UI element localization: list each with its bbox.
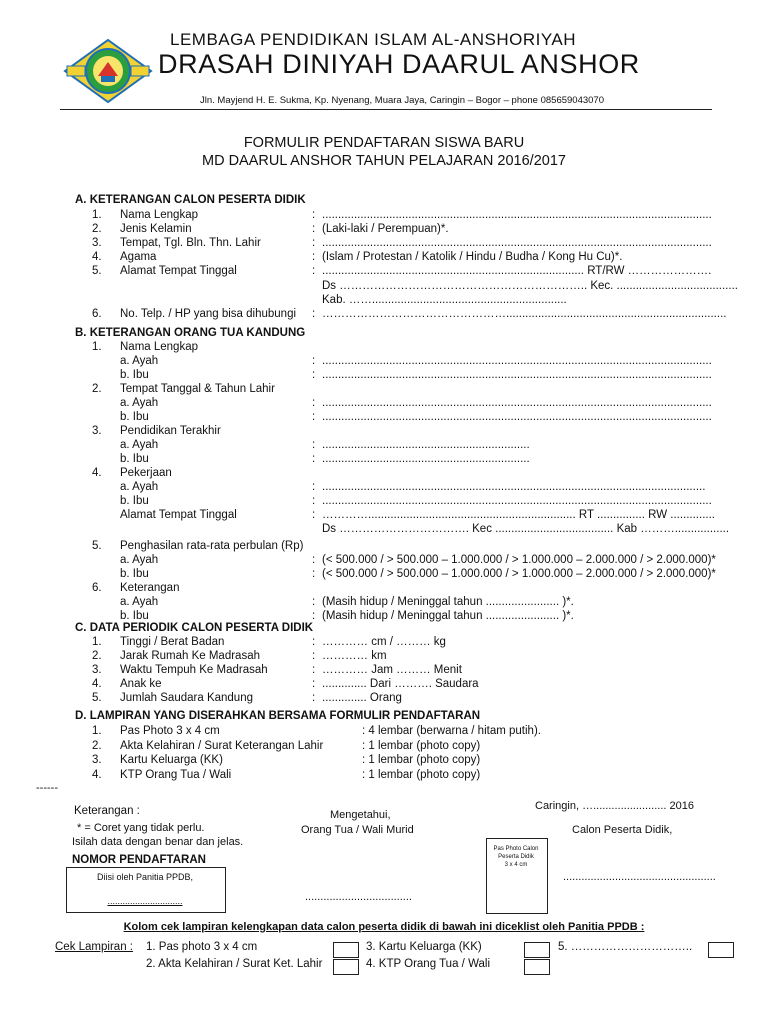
b-row-label: b. Ibu: [120, 610, 149, 622]
b-row-label: b. Ibu: [120, 411, 149, 423]
d-item-label: Pas Photo 3 x 4 cm: [120, 725, 220, 737]
a-item-field[interactable]: ..........................................................................................................................: [322, 209, 712, 221]
b-row-colon: :: [312, 397, 316, 409]
d-item-label: Akta Kelahiran / Surat Keterangan Lahir: [120, 739, 324, 752]
d-item-value: : 1 lembar (photo copy): [362, 754, 481, 766]
a-item-label: Jenis Kelamin: [120, 223, 192, 235]
photo-caption-line3: 3 x 4 cm: [504, 862, 528, 868]
c-item-num: 3.: [92, 664, 102, 676]
a-item-label: Tempat, Tgl. Bln. Thn. Lahir: [120, 237, 261, 249]
b-row-colon: :: [312, 596, 316, 608]
b-row-field[interactable]: ..........................................................................................................................: [322, 411, 712, 423]
logo-emblem-icon: [63, 38, 153, 104]
checkbox-5[interactable]: [708, 942, 734, 958]
calon-peserta-label: Calon Peserta Didik,: [572, 824, 673, 836]
a-item-colon: :: [312, 237, 316, 249]
d-item-num: 1.: [92, 725, 102, 737]
diisi-dots: ..............................: [107, 896, 183, 906]
a-item-num: 6.: [92, 308, 102, 320]
a-address-line2[interactable]: Ds ……………………………………………………….. Kec. ......................................: [322, 280, 738, 292]
b-row-label: Nama Lengkap: [120, 341, 198, 353]
a-item-field[interactable]: (Islam / Protestan / Katolik / Hindu / Budha / Kong Hu Cu)*.: [322, 251, 623, 263]
b-row-label: a. Ayah: [120, 554, 159, 566]
d-item-num: 4.: [92, 768, 102, 781]
check-item-1: 1. Pas photo 3 x 4 cm: [146, 941, 258, 953]
b-row-colon: :: [312, 481, 316, 493]
b-row-label: b. Ibu: [120, 495, 149, 507]
header-rule: [60, 109, 712, 110]
orang-tua-label: Orang Tua / Wali Murid: [301, 824, 414, 836]
b-row-field[interactable]: (Masih hidup / Meninggal tahun ....................... )*.: [322, 596, 574, 608]
b-row-label: a. Ayah: [120, 397, 159, 409]
a-item-colon: :: [312, 308, 316, 320]
c-item-field[interactable]: ………… km: [322, 650, 387, 662]
b-row-label: b. Ibu: [120, 369, 149, 381]
a-item-colon: :: [312, 251, 316, 263]
c-item-label: Jarak Rumah Ke Madrasah: [120, 650, 260, 662]
section-b-heading: B. KETERANGAN ORANG TUA KANDUNG: [75, 327, 306, 339]
institution-name: LEMBAGA PENDIDIKAN ISLAM AL-ANSHORIYAH: [170, 30, 577, 49]
b-row-colon: :: [312, 610, 316, 622]
a-item-field[interactable]: ..........................................................................................................................: [322, 237, 712, 249]
d-item-num: 2.: [92, 739, 102, 752]
check-item-4: 4. KTP Orang Tua / Wali: [366, 958, 490, 970]
c-item-label: Anak ke: [120, 678, 162, 690]
a-item-num: 5.: [92, 265, 102, 277]
b-row-field[interactable]: (Masih hidup / Meninggal tahun ....................... )*.: [322, 610, 574, 622]
cek-lampiran-label: Cek Lampiran :: [55, 941, 133, 953]
b-row-colon: :: [312, 509, 316, 521]
d-item-value: : 1 lembar (photo copy): [362, 768, 481, 781]
b-row-label: b. Ibu: [120, 453, 149, 465]
b-row-colon: :: [312, 568, 316, 580]
b-row-field[interactable]: ..........................................................................................................................: [322, 355, 712, 367]
note-isilah: Isilah data dengan benar dan jelas.: [72, 836, 244, 848]
diisi-oleh-panitia: Diisi oleh Panitia PPDB,: [96, 872, 194, 882]
a-item-colon: :: [312, 223, 316, 235]
a-item-field[interactable]: .................................................................................. RT/RW ………………….: [322, 265, 712, 277]
b-row-field[interactable]: …………................................................................. RT ............... RW ..............: [322, 509, 715, 521]
b-row-colon: :: [312, 495, 316, 507]
checkbox-1[interactable]: [333, 942, 359, 958]
a-item-num: 2.: [92, 223, 102, 235]
a-item-label: No. Telp. / HP yang bisa dihubungi: [120, 308, 297, 320]
c-item-field[interactable]: .............. Orang: [322, 692, 402, 704]
section-a-heading: A. KETERANGAN CALON PESERTA DIDIK: [75, 194, 306, 206]
b-row-num: 6.: [92, 582, 102, 594]
b-row-label: Pekerjaan: [120, 467, 172, 479]
b-row-label: Pendidikan Terakhir: [120, 425, 221, 437]
a-item-field[interactable]: ………………………………………….....................................................................: [322, 308, 727, 320]
a-item-label: Nama Lengkap: [120, 209, 198, 221]
c-item-label: Tinggi / Berat Badan: [120, 636, 225, 648]
b-row-field[interactable]: (< 500.000 / > 500.000 – 1.000.000 / > 1.000.000 – 2.000.000 / > 2.000.000)*: [322, 554, 716, 566]
b-row-colon: :: [312, 439, 316, 451]
c-item-field[interactable]: ………… Jam ……… Menit: [322, 664, 462, 676]
b-row-num: 3.: [92, 425, 102, 437]
section-c-heading: C. DATA PERIODIK CALON PESERTA DIDIK: [75, 622, 314, 634]
c-item-colon: :: [312, 636, 316, 648]
b-row-label: b. Ibu: [120, 568, 149, 580]
c-item-colon: :: [312, 678, 316, 690]
d-item-num: 3.: [92, 754, 102, 766]
b-row-label: Keterangan: [120, 582, 180, 594]
b-row-label: a. Ayah: [120, 481, 159, 493]
c-item-num: 1.: [92, 636, 102, 648]
c-item-num: 2.: [92, 650, 102, 662]
photo-caption-line2: Peserta Didik: [498, 854, 534, 860]
note-coret: * = Coret yang tidak perlu.: [77, 822, 205, 834]
a-item-label: Agama: [120, 251, 157, 263]
b-row-field[interactable]: ..........................................................................................................................: [322, 369, 712, 381]
b-row-field[interactable]: ........................................................................................................................: [322, 481, 706, 493]
b-row-num: 2.: [92, 383, 102, 395]
checkbox-2[interactable]: [333, 959, 359, 975]
c-item-field[interactable]: ………… cm / ……… kg: [322, 636, 446, 648]
school-address: Jln. Mayjend H. E. Sukma, Kp. Nyenang, Muara Jaya, Caringin – Bogor – phone 085659043070: [200, 95, 605, 106]
b-row-field[interactable]: .................................................................: [322, 453, 530, 465]
check-item-3: 3. Kartu Keluarga (KK): [366, 941, 482, 953]
form-title: FORMULIR PENDAFTARAN SISWA BARU: [243, 135, 525, 151]
a-item-num: 3.: [92, 237, 102, 249]
b-row-colon: :: [312, 369, 316, 381]
b-row-field[interactable]: Ds ……………………………. Kec ..................................... Kab ……….................: [322, 523, 730, 535]
place-date[interactable]: Caringin, …........................ 2016: [535, 800, 694, 812]
d-item-label: KTP Orang Tua / Wali: [120, 768, 232, 781]
b-row-num: 5.: [92, 540, 102, 552]
c-item-field[interactable]: .............. Dari ………. Saudara: [322, 678, 479, 690]
a-item-colon: :: [312, 265, 316, 277]
a-item-label: Alamat Tempat Tinggal: [120, 265, 237, 277]
orang-tua-signature[interactable]: ...................................: [305, 891, 412, 903]
check-item-5: 5. …………………………..: [558, 941, 693, 953]
photo-caption-line1: Pas Photo Calon: [493, 846, 539, 852]
a-address-line3[interactable]: Kab. …….............................................................: [322, 294, 567, 306]
b-row-num: 1.: [92, 341, 102, 353]
c-item-colon: :: [312, 664, 316, 676]
b-row-field[interactable]: (< 500.000 / > 500.000 – 1.000.000 / > 1.000.000 – 2.000.000 / > 2.000.000)*: [322, 568, 716, 580]
b-row-label: Tempat Tanggal & Tahun Lahir: [120, 383, 275, 395]
d-item-value: : 1 lembar (photo copy): [362, 739, 481, 752]
a-item-num: 4.: [92, 251, 102, 263]
b-row-label: a. Ayah: [120, 355, 159, 367]
mengetahui-label: Mengetahui,: [330, 809, 391, 821]
b-row-label: Penghasilan rata-rata perbulan (Rp): [120, 540, 304, 552]
b-row-colon: :: [312, 453, 316, 465]
c-item-colon: :: [312, 692, 316, 704]
b-row-num: 4.: [92, 467, 102, 479]
b-row-colon: :: [312, 411, 316, 423]
school-logo: [63, 38, 153, 104]
b-row-field[interactable]: .................................................................: [322, 439, 530, 451]
form-subtitle: MD DAARUL ANSHOR TAHUN PELAJARAN 2016/2017: [202, 153, 566, 169]
a-item-colon: :: [312, 209, 316, 221]
b-row-label: a. Ayah: [120, 596, 159, 608]
nomor-pendaftaran-label: NOMOR PENDAFTARAN: [72, 854, 206, 866]
c-item-colon: :: [312, 650, 316, 662]
c-item-label: Waktu Tempuh Ke Madrasah: [120, 664, 268, 676]
b-row-colon: :: [312, 355, 316, 367]
d-item-value: : 4 lembar (berwarna / hitam putih).: [362, 725, 541, 737]
checkbox-3[interactable]: [524, 942, 550, 958]
calon-signature[interactable]: ..................................................: [563, 871, 716, 883]
section-d-heading: D. LAMPIRAN YANG DISERAHKAN BERSAMA FORMULIR PENDAFTARAN: [75, 710, 481, 722]
separator-dashes: ------: [36, 782, 58, 794]
checkbox-4[interactable]: [524, 959, 550, 975]
check-item-2: 2. Akta Kelahiran / Surat Ket. Lahir: [146, 958, 323, 970]
c-item-label: Jumlah Saudara Kandung: [120, 692, 253, 704]
b-row-label: Alamat Tempat Tinggal: [120, 509, 237, 521]
keterangan-label: Keterangan :: [74, 805, 140, 817]
b-row-field[interactable]: ..........................................................................................................................: [322, 495, 712, 507]
a-item-field[interactable]: (Laki-laki / Perempuan)*.: [322, 223, 449, 235]
b-row-colon: :: [312, 554, 316, 566]
school-name: DRASAH DINIYAH DAARUL ANSHOR: [158, 49, 640, 79]
a-item-num: 1.: [92, 209, 102, 221]
checklist-title: Kolom cek lampiran kelengkapan data calon peserta didik di bawah ini diceklist oleh Panitia PPDB :: [123, 921, 645, 933]
c-item-num: 5.: [92, 692, 102, 704]
d-item-label: Kartu Keluarga (KK): [120, 754, 223, 766]
b-row-field[interactable]: ..........................................................................................................................: [322, 397, 712, 409]
c-item-num: 4.: [92, 678, 102, 690]
b-row-label: a. Ayah: [120, 439, 159, 451]
